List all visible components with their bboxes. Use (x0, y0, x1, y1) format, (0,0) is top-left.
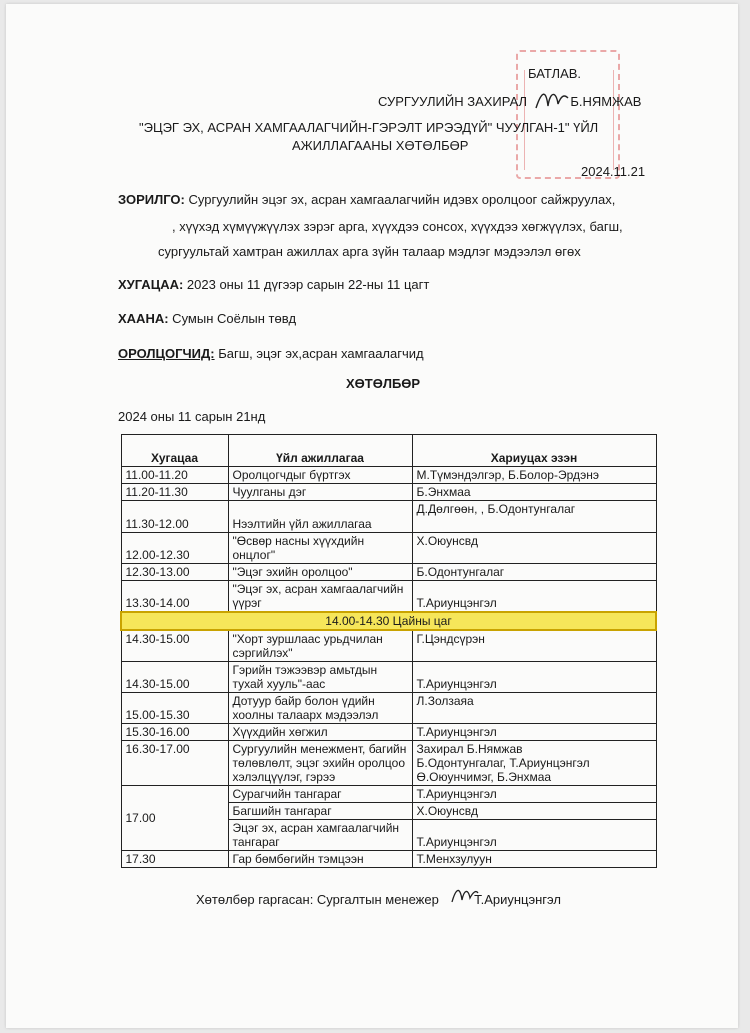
director-name: Б.НЯМЖАВ (570, 94, 642, 109)
row-activity: "Өсвөр насны хүүхдийн онцлог" (228, 533, 412, 564)
goal-line-2: , хүүхэд хүмүүжүүлэх зэрэг арга, хүүхдээ сонсох, хүүхдээ хөгжүүлэх, багш, (172, 219, 623, 234)
document-page (6, 4, 738, 1028)
place-line (118, 307, 296, 331)
table-row (121, 851, 656, 868)
row-activity: Дотуур байр болон үдийн хоолны талаарх мэдээлэл (228, 693, 412, 724)
manager-signature (450, 884, 480, 908)
table-row (121, 467, 656, 484)
title-line-1: "ЭЦЭГ ЭХ, АСРАН ХАМГААЛАГЧИЙН-ГЭРЭЛТ ИРЭЭДҮЙ" ЧУУЛГАН-1" ҮЙЛ (139, 120, 599, 135)
table-row (121, 501, 656, 533)
row-activity: Сургуулийн менежмент, багийн төлөвлөлт, эцэг эхийн оролцоо хэлэлцүүлэг, гэрээ (228, 741, 412, 786)
row-owner: Т.Ариунцэнгэл (412, 820, 656, 851)
duration-line (118, 273, 429, 297)
row-owner (412, 741, 656, 786)
header-time: Хугацаа (121, 435, 228, 467)
table-row (121, 662, 656, 693)
table-header-row (121, 435, 656, 467)
program-title: ХӨТӨЛБӨР (346, 376, 421, 391)
row-time: 14.30-15.00 (121, 662, 228, 693)
row-owner: Б.Энхмаа (412, 484, 656, 501)
row-activity: Хүүхдийн хөгжил (228, 724, 412, 741)
place-value: Сумын Соёлын төвд (168, 311, 297, 326)
approve-label: БАТЛАВ. (528, 66, 582, 81)
row-time: 15.00-15.30 (121, 693, 228, 724)
row-owner: Т.Ариунцэнгэл (412, 786, 656, 803)
director-title: СУРГУУЛИЙН ЗАХИРАЛ (378, 94, 528, 109)
row-activity: Нээлтийн үйл ажиллагаа (228, 501, 412, 533)
title-line-2: АЖИЛЛАГААНЫ ХӨТӨЛБӨР (292, 138, 469, 153)
table-row (121, 630, 656, 662)
participants-label: ОРОЛЦОГЧИД: (118, 346, 215, 361)
row-owner: Л.Золзаяа (412, 693, 656, 724)
table-row (121, 533, 656, 564)
document-date: 2024.11.21 (581, 164, 646, 179)
row-activity: "Эцэг эх, асран хамгаалагчийн үүрэг (228, 581, 412, 613)
row-owner: Т.Ариунцэнгэл (412, 581, 656, 613)
header-owner: Хариуцах эзэн (412, 435, 656, 467)
row-activity: Сурагчийн тангараг (228, 786, 412, 803)
row-time: 15.30-16.00 (121, 724, 228, 741)
row-owner: Д.Дөлгөөн, , Б.Одонтунгалаг (412, 501, 656, 533)
program-table (120, 434, 657, 868)
lunch-break-row (121, 612, 656, 630)
row-activity: Гар бөмбөгийн тэмцээн (228, 851, 412, 868)
participants-value: Багш, эцэг эх,асран хамгаалагчид (214, 346, 424, 361)
owner-line: Захирал Б.Нямжав (416, 742, 523, 756)
row-time: 11.00-11.20 (121, 467, 228, 484)
row-owner: Т.Ариунцэнгэл (412, 662, 656, 693)
program-date: 2024 оны 11 сарын 21нд (118, 409, 266, 424)
footer-name: Т.Ариунцэнгэл (474, 892, 561, 907)
row-owner: М.Түмэндэлгэр, Б.Болор-Эрдэнэ (412, 467, 656, 484)
row-time: 16.30-17.00 (121, 741, 228, 786)
table-row (121, 741, 656, 786)
table-row (121, 786, 656, 803)
owner-line: Ө.Оюунчимэг, Б.Энхмаа (416, 770, 552, 784)
row-activity: Чуулганы дэг (228, 484, 412, 501)
lunch-break: 14.00-14.30 Цайны цаг (121, 612, 656, 630)
row-owner: Т.Ариунцэнгэл (412, 724, 656, 741)
table-row (121, 484, 656, 501)
table-row (121, 724, 656, 741)
table-row (121, 693, 656, 724)
goal-line-3: сургуультай хамтран ажиллах арга зүйн талаар мэдлэг мэдээлэл өгөх (158, 244, 581, 259)
row-time: 11.30-12.00 (121, 501, 228, 533)
goal-label: ЗОРИЛГО: (118, 192, 185, 207)
row-time: 12.30-13.00 (121, 564, 228, 581)
row-owner: Х.Оюунсвд (412, 533, 656, 564)
row-time: 11.20-11.30 (121, 484, 228, 501)
row-owner: Т.Менхзулуун (412, 851, 656, 868)
row-activity: Эцэг эх, асран хамгаалагчийн тангараг (228, 820, 412, 851)
header-activity: Үйл ажиллагаа (228, 435, 412, 467)
director-line (378, 94, 641, 109)
row-owner: Х.Оюунсвд (412, 803, 656, 820)
row-time: 17.30 (121, 851, 228, 868)
footer-prepared-by: Хөтөлбөр гаргасан: Сургалтын менежер (196, 892, 439, 907)
row-activity: Гэрийн тэжээвэр амьтдын тухай хууль"-аас (228, 662, 412, 693)
table-row (121, 581, 656, 613)
goal-line-1 (118, 188, 615, 212)
row-time: 14.30-15.00 (121, 630, 228, 662)
row-time: 13.30-14.00 (121, 581, 228, 613)
footer-line (196, 892, 561, 907)
row-owner: Г.Цэндсүрэн (412, 630, 656, 662)
participants-line (118, 342, 424, 366)
duration-value: 2023 оны 11 дүгээр сарын 22-ны 11 цагт (183, 277, 430, 292)
row-activity: Оролцогчдыг бүртгэх (228, 467, 412, 484)
table-row (121, 564, 656, 581)
row-activity: "Хорт зуршлаас урьдчилан сэргийлэх" (228, 630, 412, 662)
owner-line: Б.Одонтунгалаг, Т.Ариунцэнгэл (416, 756, 590, 770)
row-activity: "Эцэг эхийн оролцоо" (228, 564, 412, 581)
duration-label: ХУГАЦАА: (118, 277, 184, 292)
place-label: ХААНА: (118, 311, 169, 326)
row-owner: Б.Одонтунгалаг (412, 564, 656, 581)
row-activity: Багшийн тангараг (228, 803, 412, 820)
goal-text-1: Сургуулийн эцэг эх, асран хамгаалагчийн идэвх оролцоог сайжруулах, (184, 192, 616, 207)
row-time: 12.00-12.30 (121, 533, 228, 564)
row-time: 17.00 (121, 786, 228, 851)
